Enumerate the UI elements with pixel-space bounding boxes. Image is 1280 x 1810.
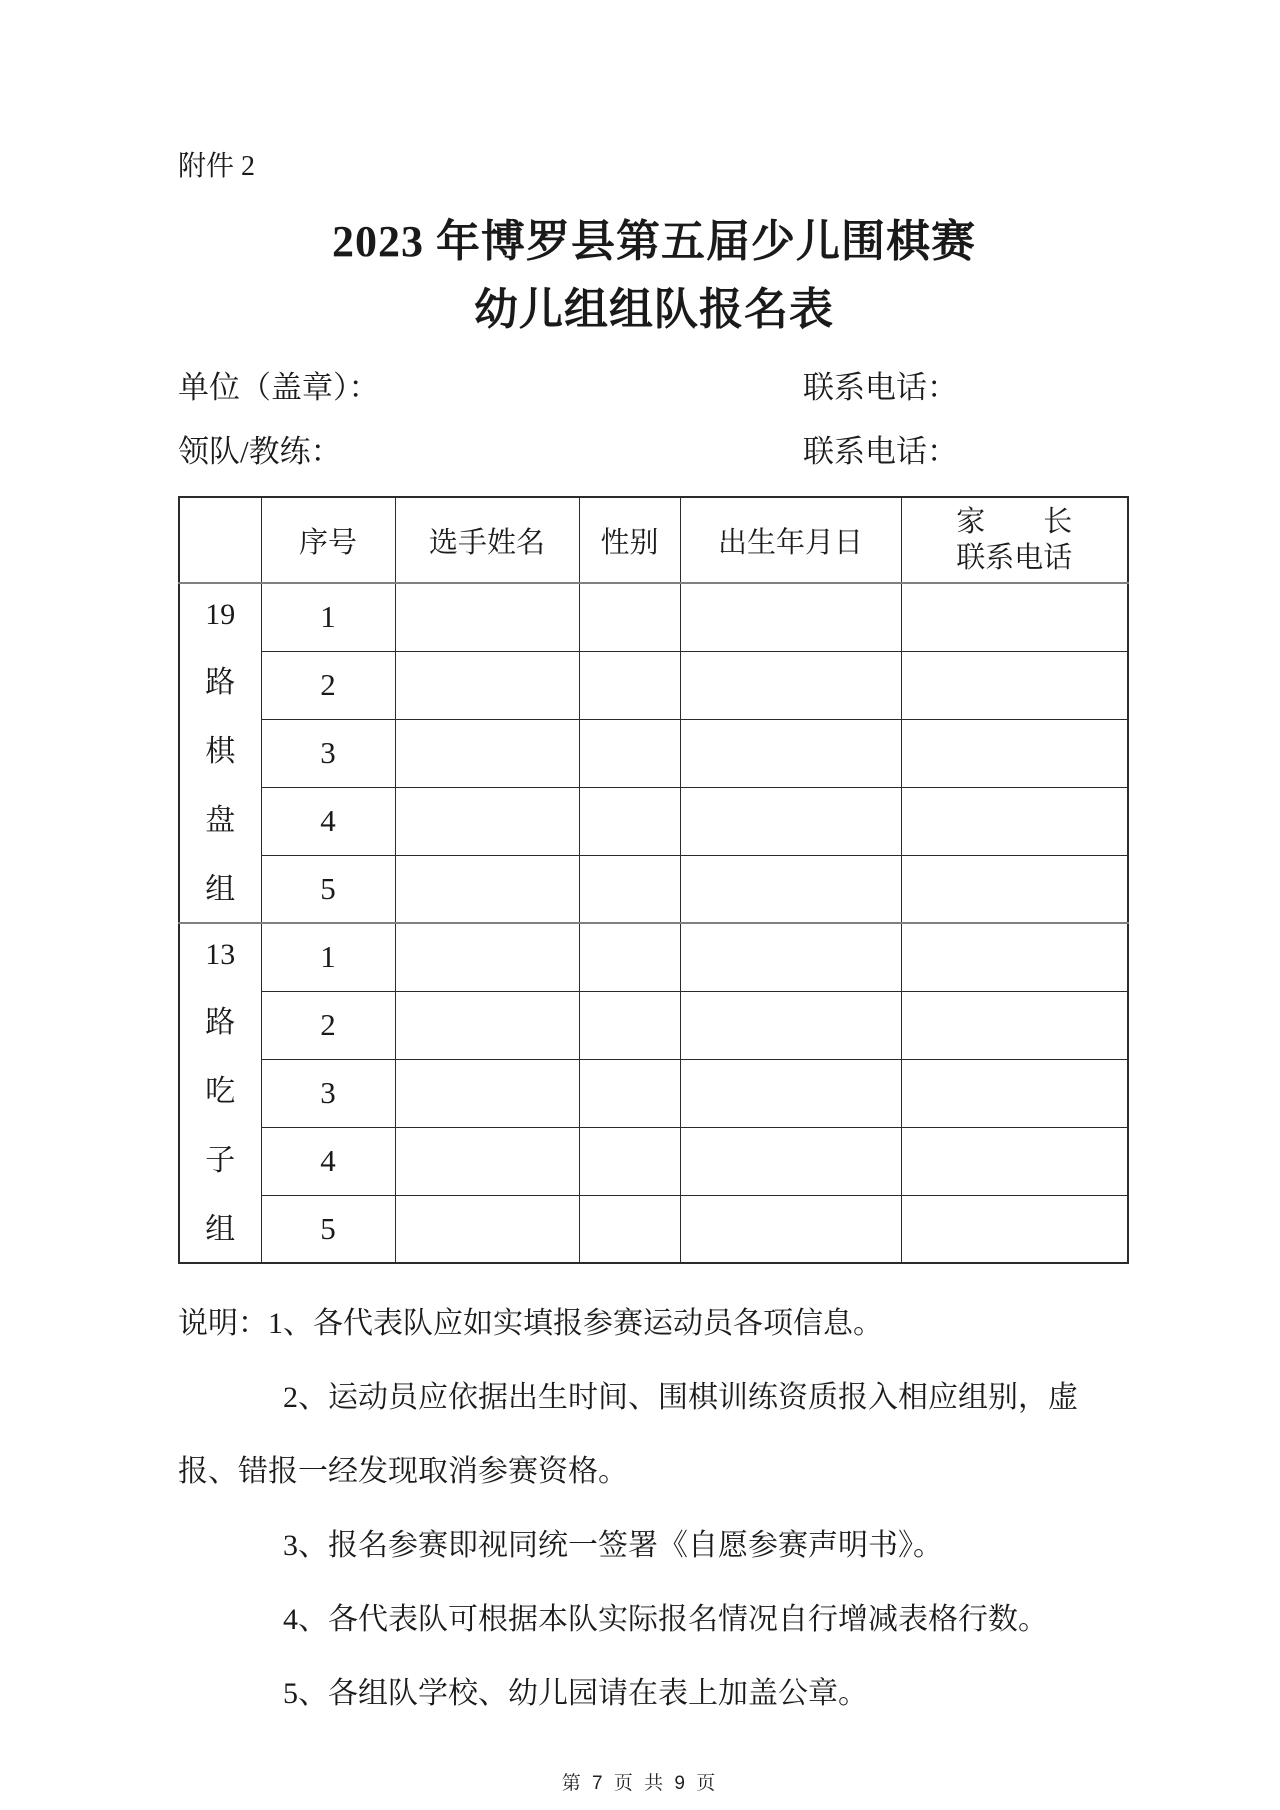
table-row (179, 923, 1128, 991)
table-row (179, 651, 1128, 719)
group-label-cell-19 (179, 583, 261, 923)
birthdate-cell (680, 1059, 901, 1127)
table-row (179, 1127, 1128, 1195)
player-name-cell (395, 651, 579, 719)
parent-phone-cell (901, 787, 1128, 855)
note-line-2-continued: 报、错报一经发现取消参赛资格。 (178, 1455, 628, 1488)
birthdate-cell (680, 787, 901, 855)
row-number-cell: 2 (261, 991, 395, 1059)
parent-phone-cell (901, 855, 1128, 923)
note-line-4: 4、各代表队可根据本队实际报名情况自行增减表格行数。 (283, 1603, 1048, 1636)
gender-cell (579, 1127, 680, 1195)
gender-cell (579, 719, 680, 787)
gender-cell (579, 787, 680, 855)
page-title-line1: 2023 年博罗县第五届少儿围棋赛 (332, 217, 976, 266)
table-row (179, 719, 1128, 787)
group-label-char: 组 (205, 873, 236, 907)
gender-cell (579, 991, 680, 1059)
group-label-13 (180, 925, 261, 1261)
parent-phone-cell (901, 583, 1128, 651)
notes-section (178, 1304, 1130, 1714)
birthdate-cell (680, 583, 901, 651)
leader-label: 领队/教练： (178, 434, 342, 469)
group-label-cell-13 (179, 923, 261, 1263)
row-number-cell: 4 (261, 787, 395, 855)
group-label-char: 棋 (205, 734, 236, 768)
header-no: 序号 (261, 497, 395, 583)
row-number-cell: 1 (261, 923, 395, 991)
player-name-cell (395, 1127, 579, 1195)
group-label-char: 13 (205, 937, 236, 971)
leader-phone-label: 联系电话： (803, 434, 958, 469)
gender-cell (579, 1059, 680, 1127)
birthdate-cell (680, 719, 901, 787)
birthdate-cell (680, 855, 901, 923)
attachment-label: 附件 2 (178, 151, 256, 182)
player-name-cell (395, 923, 579, 991)
table-row (179, 991, 1128, 1059)
birthdate-cell (680, 651, 901, 719)
group-label-char: 吃 (205, 1074, 236, 1108)
parent-phone-cell (901, 1127, 1128, 1195)
note-line-3: 3、报名参赛即视同统一签署《自愿参赛声明书》。 (283, 1529, 943, 1562)
leader-info-row (178, 432, 1130, 472)
group-label-char: 路 (205, 1005, 236, 1039)
group-label-char: 子 (205, 1144, 236, 1178)
player-name-cell (395, 1195, 579, 1263)
group-label-19 (180, 585, 261, 921)
gender-cell (579, 1195, 680, 1263)
player-name-cell (395, 1059, 579, 1127)
birthdate-cell (680, 923, 901, 991)
unit-phone-label: 联系电话： (803, 370, 958, 405)
parent-phone-cell (901, 1059, 1128, 1127)
table-row (179, 1195, 1128, 1263)
group-label-char: 19 (205, 597, 236, 631)
header-parent-phone-line2: 联系电话 (956, 542, 1073, 574)
row-number-cell: 2 (261, 651, 395, 719)
gender-cell (579, 923, 680, 991)
gender-cell (579, 651, 680, 719)
header-group-cell (179, 497, 261, 583)
header-gender: 性别 (579, 497, 680, 583)
table-row (179, 787, 1128, 855)
note-line-2: 2、运动员应依据出生时间、围棋训练资质报入相应组别，虚 (283, 1381, 1078, 1414)
player-name-cell (395, 719, 579, 787)
table-row (179, 855, 1128, 923)
header-birthdate: 出生年月日 (680, 497, 901, 583)
row-number-cell: 3 (261, 1059, 395, 1127)
row-number-cell: 5 (261, 1195, 395, 1263)
row-number-cell: 1 (261, 583, 395, 651)
note-line-1: 说明：1、各代表队应如实填报参赛运动员各项信息。 (178, 1307, 883, 1340)
group-label-char: 路 (205, 665, 236, 699)
table-row (179, 1059, 1128, 1127)
parent-phone-cell (901, 1195, 1128, 1263)
row-number-cell: 4 (261, 1127, 395, 1195)
note-line-5: 5、各组队学校、幼儿园请在表上加盖公章。 (283, 1677, 868, 1710)
group-label-char: 盘 (205, 804, 236, 838)
page-number: 第 7 页 共 9 页 (561, 1773, 719, 1794)
group-label-char: 组 (205, 1213, 236, 1247)
player-name-cell (395, 787, 579, 855)
unit-label: 单位（盖章）： (178, 370, 380, 405)
registration-table (178, 496, 1129, 1264)
birthdate-cell (680, 1127, 901, 1195)
row-number-cell: 3 (261, 719, 395, 787)
unit-info-row (178, 368, 1130, 408)
parent-phone-cell (901, 651, 1128, 719)
table-header-row (179, 497, 1128, 583)
row-number-cell: 5 (261, 855, 395, 923)
header-parent-phone (901, 497, 1128, 583)
birthdate-cell (680, 1195, 901, 1263)
player-name-cell (395, 991, 579, 1059)
birthdate-cell (680, 991, 901, 1059)
page-title-line2: 幼儿组组队报名表 (474, 285, 834, 334)
header-player-name: 选手姓名 (395, 497, 579, 583)
gender-cell (579, 855, 680, 923)
player-name-cell (395, 855, 579, 923)
player-name-cell (395, 583, 579, 651)
gender-cell (579, 583, 680, 651)
parent-phone-cell (901, 923, 1128, 991)
parent-phone-cell (901, 991, 1128, 1059)
parent-phone-cell (901, 719, 1128, 787)
header-parent-phone-line1: 家 长 (956, 506, 1073, 538)
table-row (179, 583, 1128, 651)
